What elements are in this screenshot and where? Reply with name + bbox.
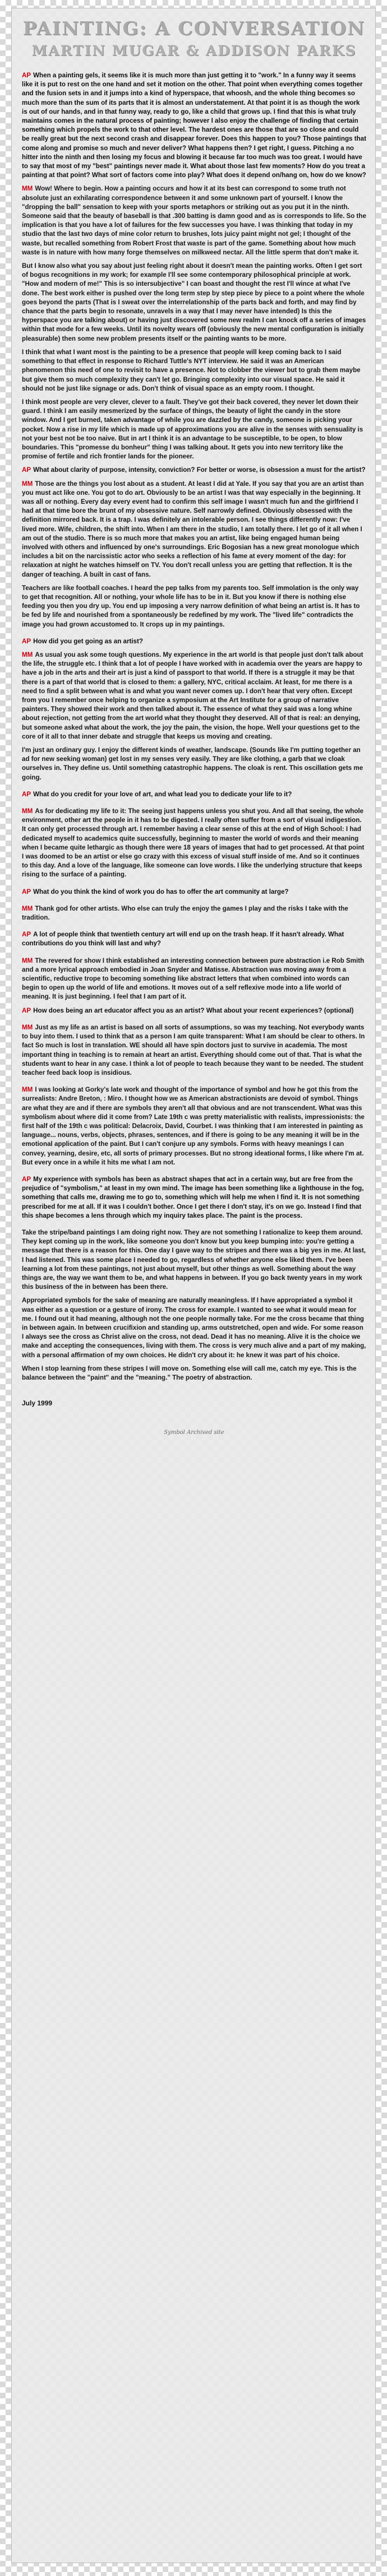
- paragraph-text: When a painting gels, it seems like it is much more than just getting it to "work." In a funny way it seems like it is put to rest on the one hand and set it motion on the other. That point when everything comes together and the fusion sets in and it jumps into a kind of hyperspace, that whoosh, and the whole thing becomes so much more than the sum of its parts that it is almost an understatement. At that point it is as though the work is out of our hands, and in that funny way, ready to go, like a child that grows up. I find that this is what truly maintains comes in the natural process of painting; however I also enjoy the challenge of finding that certain something which propels the work to that other level. The hardest ones are those that are so close and could be really great but the next second crash and disappear forever. Does this happen to you? Those paintings that come along and promise so much and never deliver? What happens then? I get right, I guess. Pitching a no hitter into the ninth and then losing my focus and blowing it because far too much was too great. I would have to say that most of my "best" paintings never made it. What about those last few moments? How do you treat a painting at that point? What sort of factors come into play? What does it depend on/hang on, how do we know?: [22, 72, 366, 179]
- paragraph-text: I'm just an ordinary guy. I enjoy the different kinds of weather, landscape. (Sounds like I'm putting together an ad for new seeking woman) get lost in my senses very easily. They are like clothing, a garb that we cloak ourselves in. They define us. Until something catastrophic happens. The cloak is rent. This oscillation gets me going.: [22, 746, 363, 781]
- paragraph-text: Take the stripe/band paintings I am doing right now. They are not something I rationalize to keep them around. They kept coming up in the work, like someone you don't know but you keep bumping into: you're getting a message that there is a reason for this. One day I gave way to the stripes and there was a big yes in me. At last, I had listened. This was some place I needed to go, regardless of whether anyone else liked them. I've been learning a lot from these paintings, not just about myself, but other things as well. Something about the way things are, the way we want them to be, and what happens in between. If you go back twenty years in my work this business of the in between has been there.: [22, 1228, 366, 1291]
- paragraph-text: How did you get going as an artist?: [33, 637, 143, 645]
- paragraph-text: Those are the things you lost about as a student. At least I did at Yale. If you say that you are an artist than you must act like one. You got to do art. Obviously to be an artist I was that way especially in the beginning. It was all or nothing. Every day every event had to confirm this self image I wasn't much fun and the girlfriend I had at that time bore the brunt of my obsessive nature. Self narrowly defined. Obviously obsessed with the definition mirrored back. It is a trap. I was definitely an intolerable person. I see things differently now: I've lived more. Wife, children, the shift into. When I am there in the studio, I am totally there. I let go of it all when I am out of the studio. There is so much more that makes you an artist, like being engaged human being involved with others and influenced by one's surroundings. Eric Bogosian has a new great monologue which includes a bit on the narcissistic actor who seeks a reflection of his fame at every moment of the day: for relaxation at night he watches himself on TV. You don't recall unless you are getting that reflection. It is the danger of teaching. A built in cast of fans.: [22, 480, 364, 578]
- paragraph: [22, 790, 366, 799]
- speaker-label: AP: [22, 637, 31, 645]
- paragraph: [22, 746, 366, 782]
- paragraph: [22, 71, 366, 180]
- paragraph-text: How does being an art educator affect you as an artist? What about your recent experiences? (optional): [33, 1006, 354, 1014]
- paragraph-text: A lot of people think that twentieth century art will end up on the trash heap. If it hasn't already. What contributions do you think will last and why?: [22, 931, 344, 948]
- speaker-label: AP: [22, 72, 31, 79]
- paragraph: [22, 888, 366, 897]
- conversation-body: [22, 71, 366, 1382]
- paragraph: [22, 1085, 366, 1167]
- paragraph: [22, 398, 366, 461]
- speaker-label: MM: [22, 480, 33, 488]
- paragraph: [22, 807, 366, 880]
- page-subtitle: MARTIN MUGAR & ADDISON PARKS: [31, 43, 357, 59]
- paragraph-text: I was looking at Gorky's late work and thought of the importance of symbol and how he got this from the surrealists: Andre Breton, : Miro. I thought how we as American abstractionists are devoid of symbol. Things are what they are and if there are symbols they aren't all that obvious and are not transcendent. What was this symbolism about where did it come from? Late 19th c was pretty materialistic with realists, impressionists: the first half of the 19th c was political: Delacroix, David, Courbet. I was thinking that I am interested in painting as language... nouns, verbs, objects, phrases, sentences, and if there is going to be any meaning it will be in the emotional application of the paint. But I can't conjure up any symbols. Forms with heavy meanings I can convey, yearning, desire, etc, all sorts of primary processes. But no strong ideational forms, I like where I'm at. But every once in a while it hits me what I am not.: [22, 1086, 365, 1166]
- paragraph: [22, 1175, 366, 1220]
- paragraph-text: Appropriated symbols for the sake of meaning are naturally meaningless. If I have appropriated a symbol it was either as a question or a gesture of irony. The cross for example. I wanted to see what it would mean for me. I found out it had meaning, although not the one people normally take. For me the cross became that thing in between again. In between crucifixion and standing up, arms outstretched, open and wide. For some reason I always see the cross as Christ alive on the cross, not dead. Dead it has no meaning. Alive it is the choice we make and accepting the consequences, living with them. The cross is very much alive and a part of my making, with a personal affirmation of my own choices. He didn't cry about it: he knew it was part of his choice.: [22, 1297, 366, 1359]
- page-title: PAINTING: A CONVERSATION: [22, 17, 366, 39]
- paragraph-text: But I know also what you say about just feeling right about it doesn't mean the painting works. Often I get sort of bogus recognitions in my work; for example I'll see some contemporary philosophical principle at work. "How and modern of me!" This is so intersubjective" I can boast and thought the rest I'll wince at what I've done. The best work either is pushed over the long term step by step piece by piece to a point where the whole goes beyond the parts (That is I sweat over the interrelationship of the parts back and forth, and may find by chance that the parts begin to resonate, unravels in a way that I may never have intended) Is this the hyperspace you are talking about) or having just discovered some new realm I can knock off a series of images within that mode for a few weeks. Until its novelty wears off (obviously the new mental configuration is initially pleasurable) then some new problem presents itself or the painting wants to be more.: [22, 262, 366, 342]
- paragraph-text: What about clarity of purpose, intensity, conviction? For better or worse, is obsession a must for the artist?: [33, 466, 366, 474]
- paragraph: [22, 348, 366, 393]
- speaker-label: MM: [22, 651, 33, 658]
- paragraph: [22, 1006, 366, 1015]
- paragraph: [22, 184, 366, 257]
- paragraph: [22, 584, 366, 629]
- paragraph: [22, 1364, 366, 1382]
- paragraph-text: Just as my life as an artist is based on all sorts of assumptions, so was my teaching. Not everybody wants to buy into them. I used to think that as a person I am quite transparent: What I am should be clear to others. In fact So much is lost in translation. WE should all have spin doctors just to survive in academia. The most important thing in teaching is to remain at heart an artist. Everything should come out of that. That is what the students want to hear in any case. I think a lot of people to teach because they want to be needed. The student teacher feed back loop is insidious.: [22, 1023, 365, 1076]
- speaker-label: AP: [22, 466, 31, 474]
- paragraph-text: What do you credit for your love of art, and what lead you to dedicate your life to it?: [33, 790, 292, 798]
- dateline: July 1999: [22, 1399, 53, 1408]
- speaker-label: MM: [22, 1023, 33, 1031]
- paragraph-text: Teachers are like football coaches. I heard the pep talks from my parents too. Self immolation is the only way to get that recognition. All or nothing, your whole life has to be in it. But you know if there is nothing else feeding you then you dry up. You end up imposing a very narrow definition of what being an artist is. It has to be fed by life and nourished from a spontaneously be redefined by my work. The "lived life" contradicts the image you had grown accustomed to. It crops up in my paintings.: [22, 584, 360, 628]
- speaker-label: AP: [22, 888, 31, 895]
- paragraph: [22, 480, 366, 579]
- paragraph: [22, 651, 366, 741]
- paragraph-text: What do you think the kind of work you do has to offer the art community at large?: [33, 888, 289, 895]
- paragraph-text: As for dedicating my life to it: The seeing just happens unless you shut you. And all that seeing, the whole environment, other art the people in it has to be digested. I really often suffer from a sort of visual indigestion. It can only get processed through art. I remember having a clear sense of this at the end of High School: I had dedicated myself to academics quite successfully, beginning to master the world of words and their meaning when I became quite lethargic as though there were 18 years of images that had to get processed. At that point I was doomed to be an artist or else go crazy with this excess of visual stuff inside of me. And so it continues to this day. And a love of the language, like someone can love words. I like the underlying structure that keeps rising to the surface of a painting.: [22, 807, 365, 879]
- paragraph: [22, 262, 366, 344]
- paragraph: [22, 1228, 366, 1292]
- speaker-label: AP: [22, 931, 31, 939]
- paragraph-text: My experience with symbols has been as abstract shapes that act in a certain way, but are free from the prejudice of "symbolism," at least in my own mind. The image has been something like a lighthouse in the fog, something that calls me, drawing me to go to, something which will help me when I find it. It is not something prescribed for me at all. If it was I couldn't bother. Once I get there I don't stay, it's on we go. Instead I find that this shape becomes a lens through which my inquiry takes place. The paint is the process.: [22, 1175, 364, 1219]
- paragraph: [22, 930, 366, 948]
- paragraph: [22, 466, 366, 475]
- paragraph-text: When I stop learning from these stripes I will move on. Something else will call me, catch my eye. This is the balance between the "paint" and the "meaning." The poetry of abstraction.: [22, 1364, 357, 1381]
- document-paper: [11, 8, 376, 2563]
- speaker-label: MM: [22, 957, 33, 964]
- paragraph-text: Thank god for other artists. Who else can truly the enjoy the games I play and the risks I take with the tradition.: [22, 904, 348, 922]
- paragraph-text: Wow! Where to begin. How a painting occurs and how it at its best can correspond to some truth not absolute just an exhilarating correspondence between it and some unknown part of yourself. I know the "dropping the ball" sensation to keep with your sports metaphors or striking out as you put it in the ninth. Someone said that the beauty of baseball is that .300 batting is damn good and as is corresponds to life. So the implication is that you have a lot of failures for the few successes you have. I was thinking that today in my studio that the last two days of mine color return to brushes, lots juicy paint might not gel; I thought of the waste, but recalled something from Robert Frost that waste is part of the game. Something about how much waste is in nature with how many forge themselves on milkweed nectar. All the little sperm that don't make it.: [22, 185, 366, 256]
- speaker-label: MM: [22, 807, 33, 815]
- speaker-label: MM: [22, 185, 33, 193]
- paragraph: [22, 1023, 366, 1078]
- speaker-label: AP: [22, 1006, 31, 1014]
- speaker-label: MM: [22, 904, 33, 912]
- speaker-label: MM: [22, 1086, 33, 1094]
- paragraph-text: As usual you ask some tough questions. My experience in the art world is that people just don't talk about the life, the struggle etc. I think that a lot of people I have worked with in academia over the years are happy to have a job in the arts and their art is just a kind of passport to that world. If there is a struggle it may be that there is a part of that world that is closed to them: a gallery, NYC, critical acclaim. At least, for me there is a need to find a split between what is and what you want never comes up. I don't hear that very often. Except from you I remember once helping to organize a symposium at the Art Institute for a group of narrative painters. They showed their work and then talked about it. The essence of what they said was a long whine about rejection, not getting from the art world what they thought they deserved. All of that is real: an denying, but someone asked what about the work, the joy the pain, the vision, the hope. Well your questions get to the core of it all to that inner debate and struggle that keeps us moving and creating.: [22, 651, 363, 740]
- paragraph: [22, 957, 366, 1002]
- speaker-label: AP: [22, 1175, 31, 1183]
- paragraph: [22, 1296, 366, 1359]
- paragraph-text: I think that what I want most is the painting to be a presence that people will keep coming back to I said something to that effect in response to Richard Tuttle's NYT interview. He said it was an American phenomenon this need of one to revisit to have a presence. Not to clobber the viewer but to grab them maybe but give them so much complexity they can't let go. Bringing complexity into our visual space. He said it should not be just like signage or ads. Don't think of visual space as an empty room. I thought.: [22, 348, 361, 392]
- paragraph-text: The revered for show I think established an interesting connection between pure abstraction i.e Rob Smith and a more lyrical approach embodied in Joan Snyder and Matisse. Abstraction was moving away from a scientific, reductive trope to becoming something like abstract letters that when combined into words can begin to open up the world of life and emotions. It moves out of a self reflexive mode into a life world of meaning. It is just beginning. I feel that I am part of it.: [22, 957, 365, 1001]
- footer-credit: Symbol Archived site: [164, 1429, 224, 1436]
- paragraph: [22, 904, 366, 922]
- paragraph-text: I think most people are very clever, clever to a fault. They've got their back covered, they never let down their guard. I think I am easily mesmerized by the surface of things, the beauty of light the candy in the store window. And I get burned, taken advantage of while you are dazzled by the candy, someone is picking your pocket. Now a rise in my life which is made up of approximations you are alive in the senses with sensuality is not your best not be too naive. But in art I think it is an advantage to be susceptible, to be open, to blow boundaries. This "promesse du bonheur" thing I was talking about. It gets you into new territory like the promise of fertile and rich frontier lands for the pioneer.: [22, 398, 363, 461]
- speaker-label: AP: [22, 790, 31, 798]
- paragraph: [22, 637, 366, 646]
